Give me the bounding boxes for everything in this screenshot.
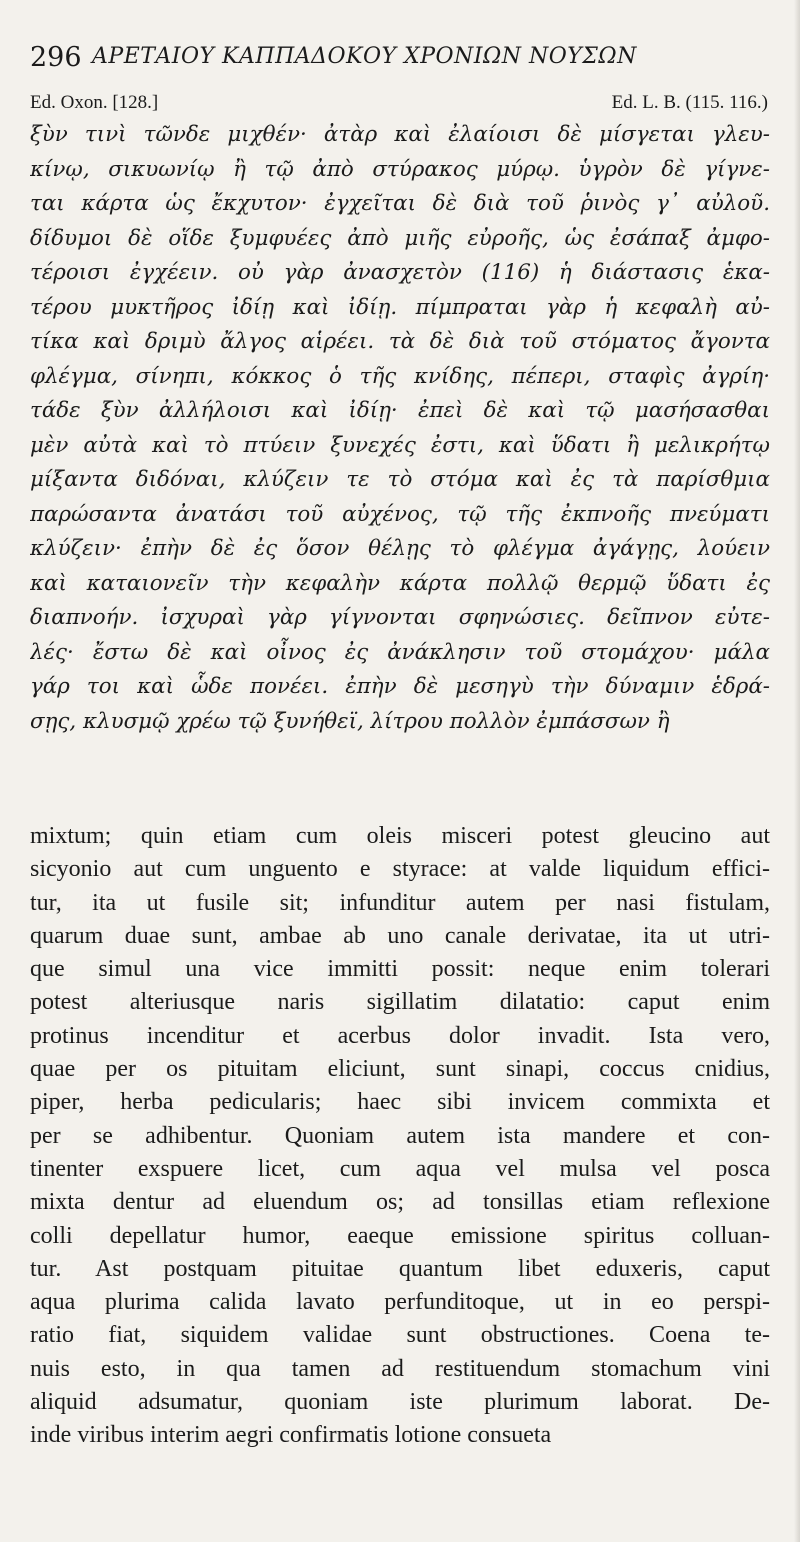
running-title: ΑΡΕΤΑΙΟΥ ΚΑΠΠΑΔΟΚΟΥ ΧΡΟΝΙΩΝ ΝΟΥΣΩΝ xyxy=(92,44,637,69)
latin-text-line: que simul una vice immitti possit: neque enim tolerari xyxy=(30,956,770,983)
greek-text-line: κλύζειν· ἐπὴν δὲ ἐς ὅσον θέλῃς τὸ φλέγμα ἀγάγῃς, λούειν xyxy=(30,536,770,561)
latin-text-line: piper, herba pedicularis; haec sibi invicem commixta et xyxy=(30,1089,770,1116)
latin-text-line: nuis esto, in qua tamen ad restituendum stomachum vini xyxy=(30,1355,770,1382)
page-number: 296 xyxy=(30,42,82,73)
greek-text-line: ξὺν τινὶ τῶνδε μιχθέν· ἀτὰρ καὶ ἐλαίοισι δὲ μίσγεται γλευ- xyxy=(30,122,770,147)
greek-text-line: σῃς, κλυσμῷ χρέω τῷ ξυνήθεϊ, λίτρου πολλὸν ἐμπάσσων ἢ xyxy=(30,708,670,734)
greek-text-line: καὶ καταιονεῖν τὴν κεφαλὴν κάρτα πολλῷ θερμῷ ὕδατι ἐς xyxy=(30,570,770,596)
latin-text-line: per se adhibentur. Quoniam autem ista mandere et con- xyxy=(30,1122,770,1149)
latin-text-line: aliquid adsumatur, quoniam iste plurimum laborat. De- xyxy=(30,1389,770,1416)
greek-text-line: δίδυμοι δὲ οἵδε ξυμφυέες ἀπὸ μιῆς εὐροῆς, ὡς ἐσάπαξ ἀμφο- xyxy=(30,225,770,251)
page-edge-shadow xyxy=(794,0,800,1542)
latin-text-line: aqua plurima calida lavato perfunditoque, ut in eo perspi- xyxy=(30,1289,770,1316)
latin-text-line: mixtum; quin etiam cum oleis misceri potest gleucino aut xyxy=(30,823,770,849)
latin-translation-block xyxy=(30,820,770,1453)
greek-text-line: μίξαντα διδόναι, κλύζειν τε τὸ στόμα καὶ ἐς τὰ παρίσθμια xyxy=(30,467,770,492)
edition-references xyxy=(30,92,768,116)
latin-text-line: sicyonio aut cum unguento e styrace: at valde liquidum effici- xyxy=(30,856,770,883)
latin-text-line: protinus incenditur et acerbus dolor invadit. Ista vero, xyxy=(30,1022,770,1049)
latin-text-line: tur, ita ut fusile sit; infunditur autem per nasi fistulam, xyxy=(30,889,770,916)
greek-text-line: τέροισι ἐγχέειν. οὐ γὰρ ἀνασχετὸν (116) ἡ διάστασις ἑκα- xyxy=(30,260,770,285)
greek-text-block xyxy=(30,118,770,739)
greek-text-line: παρώσαντα ἀνατάσι τοῦ αὐχένος, τῷ τῆς ἐκπνοῆς πνεύματι xyxy=(30,501,770,527)
greek-text-line: γάρ τοι καὶ ὧδε πονέει. ἐπὴν δὲ μεσηγὺ τὴν δύναμιν ἑδρά- xyxy=(30,674,770,699)
greek-text-line: ται κάρτα ὡς ἔκχυτον· ἐγχεῖται δὲ διὰ τοῦ ῥινὸς γ᾽ αὐλοῦ. xyxy=(30,191,770,216)
latin-text-line: inde viribus interim aegri confirmatis lotione consueta xyxy=(30,1422,552,1449)
greek-text-line: φλέγμα, σίνηπι, κόκκος ὁ τῆς κνίδης, πέπερι, σταφὶς ἀγρίη· xyxy=(30,363,770,389)
edition-oxford-reference: Ed. Oxon. [128.] xyxy=(30,92,159,113)
latin-text-line: tinenter exspuere licet, cum aqua vel mulsa vel posca xyxy=(30,1155,770,1182)
greek-text-line: τάδε ξὺν ἀλλήλοισι καὶ ἰδίῃ· ἐπεὶ δὲ καὶ τῷ μασήσασθαι xyxy=(30,398,770,423)
edition-leiden-reference: Ed. L. B. (115. 116.) xyxy=(611,92,768,113)
latin-text-line: mixta dentur ad eluendum os; ad tonsillas etiam reflexione xyxy=(30,1189,770,1216)
greek-text-line: μὲν αὐτὰ καὶ τὸ πτύειν ξυνεχές ἐστι, καὶ ὕδατι ἢ μελικρήτῳ xyxy=(30,432,770,458)
greek-text-line: διαπνοήν. ἰσχυραὶ γὰρ γίγνονται σφηνώσιες. δεῖπνον εὐτε- xyxy=(30,605,770,630)
latin-text-line: ratio fiat, siquidem validae sunt obstructiones. Coena te- xyxy=(30,1322,770,1349)
latin-text-line: potest alteriusque naris sigillatim dilatatio: caput enim xyxy=(30,989,770,1016)
latin-text-line: colli depellatur humor, eaeque emissione spiritus colluan- xyxy=(30,1222,770,1249)
greek-text-line: τίκα καὶ δριμὺ ἄλγος αἱρέει. τὰ δὲ διὰ τοῦ στόματος ἄγοντα xyxy=(30,329,770,354)
greek-text-line: κίνῳ, σικυωνίῳ ἢ τῷ ἀπὸ στύρακος μύρῳ. ὑγρὸν δὲ γίγνε- xyxy=(30,156,770,182)
greek-text-line: τέρου μυκτῆρος ἰδίῃ καὶ ἰδίῃ. πίμπραται γὰρ ἡ κεφαλὴ αὐ- xyxy=(30,294,770,320)
page-header xyxy=(30,38,770,78)
latin-text-line: quae per os pituitam eliciunt, sunt sinapi, coccus cnidius, xyxy=(30,1056,770,1083)
latin-text-line: quarum duae sunt, ambae ab uno canale derivatae, ita ut utri- xyxy=(30,922,770,949)
latin-text-line: tur. Ast postquam pituitae quantum libet eduxeris, caput xyxy=(30,1255,770,1282)
greek-text-line: λές· ἔστω δὲ καὶ οἶνος ἐς ἀνάκλησιν τοῦ στομάχου· μάλα xyxy=(30,639,770,665)
